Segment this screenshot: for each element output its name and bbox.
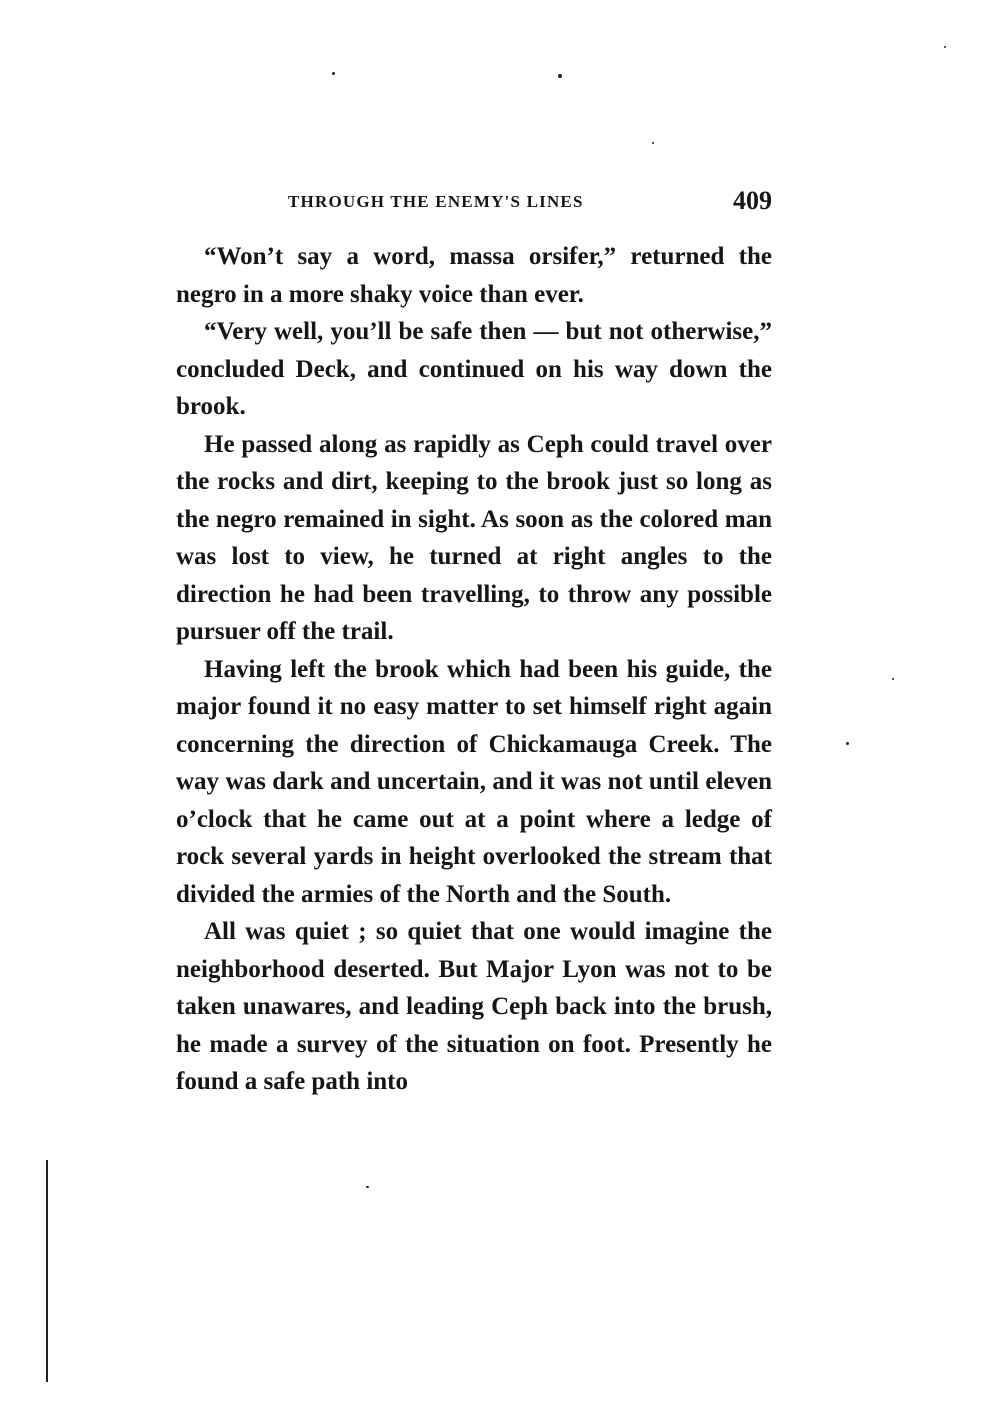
paragraph: All was quiet ; so quiet that one would imagine the neighborhood deserted. But Major Lyon was not to be taken unawares, and leading Ceph back into the brush, he made a survey of the situation on foot. Presently he found a safe path into xyxy=(176,918,772,1095)
scan-speck xyxy=(944,46,946,48)
page-header xyxy=(176,186,772,218)
scan-speck xyxy=(332,72,335,75)
scan-edge-line xyxy=(46,1160,48,1382)
body-text xyxy=(176,238,772,1101)
page-number: 409 xyxy=(733,186,772,215)
scan-speck xyxy=(652,142,654,144)
paragraph: Having left the brook which had been his guide, the major found it no easy matter to set himself right again concerning the direction of Chickamauga Creek. The way was dark and uncertain, and it was not until eleven o’clock that he came out at a point where a ledge of rock several yards in height overlooked the stream that divided the armies of the North and the South. xyxy=(176,655,772,908)
scan-speck xyxy=(558,74,562,78)
scan-speck xyxy=(366,1186,369,1188)
scan-speck xyxy=(892,678,894,680)
paragraph: “Won’t say a word, massa orsifer,” returned the negro in a more shaky voice than ever. xyxy=(176,243,772,308)
paragraph: “Very well, you’ll be safe then — but not otherwise,” concluded Deck, and continued on his way down the brook. xyxy=(176,318,772,420)
paragraph: He passed along as rapidly as Ceph could travel over the rocks and dirt, keeping to the brook just so long as the negro remained in sight. As soon as the colored man was lost to view, he turned at right angles to the direction he had been travelling, to throw any possible pursuer off the trail. xyxy=(176,430,772,645)
scan-speck xyxy=(846,742,849,745)
running-title: THROUGH THE ENEMY'S LINES xyxy=(288,192,584,211)
